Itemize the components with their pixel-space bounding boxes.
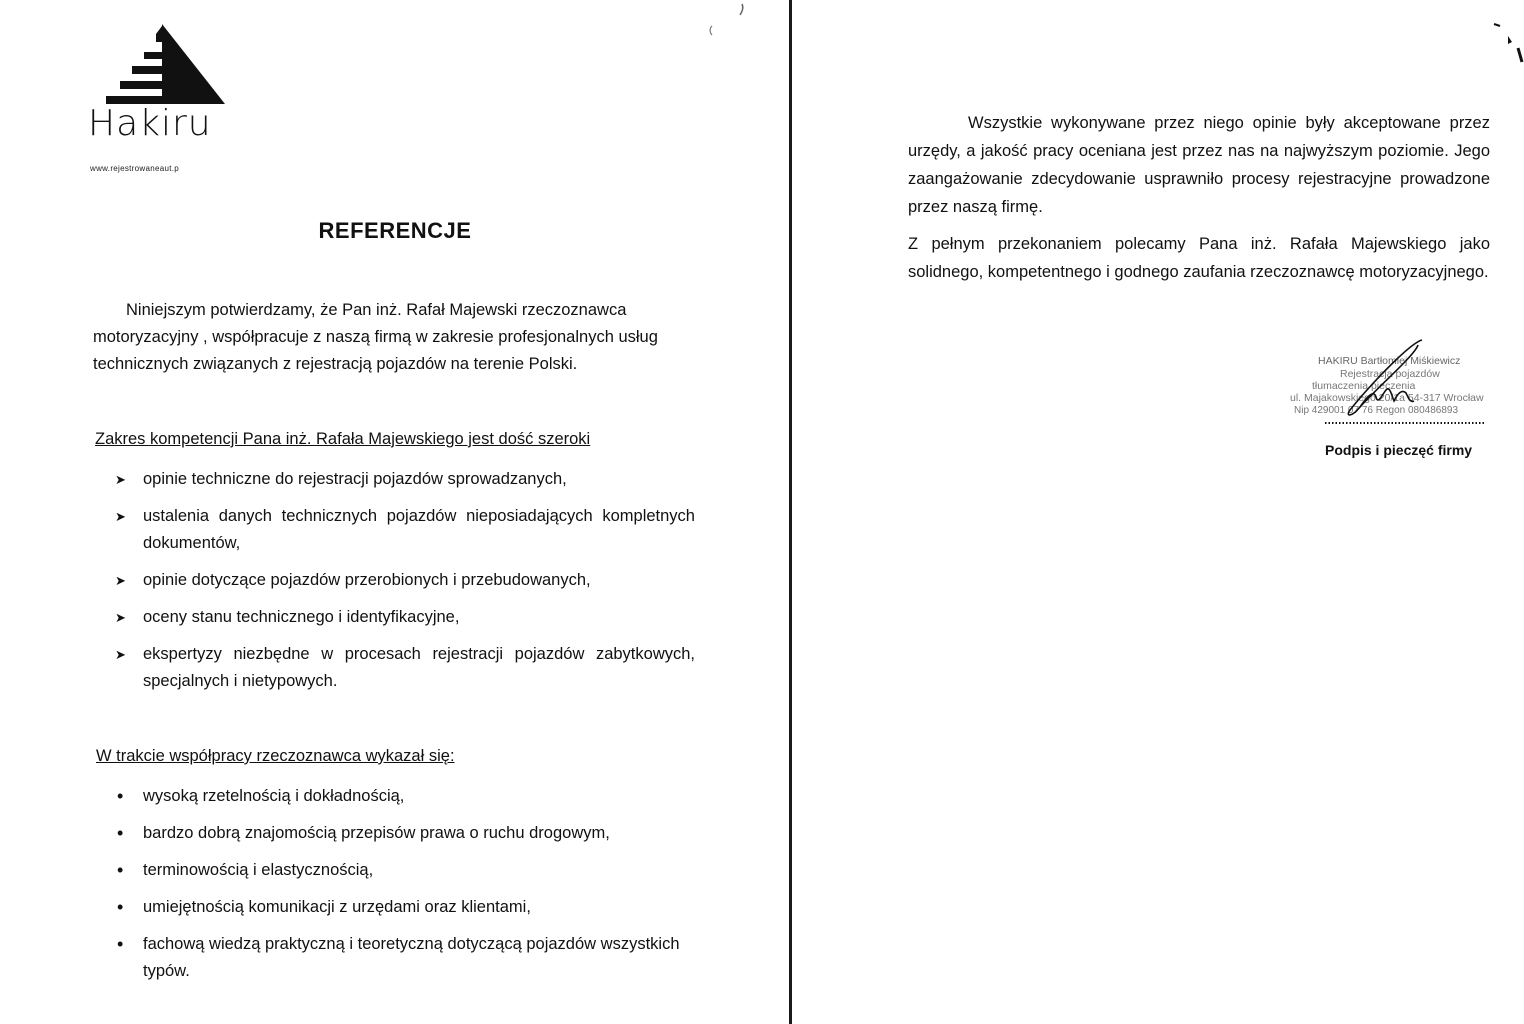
dot-bullet-icon: • [117, 860, 124, 880]
document-title: REFERENCJE [318, 218, 472, 243]
dot-bullet-icon: • [117, 823, 124, 843]
arrow-bullet-icon: ➤ [115, 509, 126, 524]
pyramid-logo-icon [100, 24, 225, 106]
arrow-bullet-icon: ➤ [115, 647, 126, 662]
competence-heading: Zakres kompetencji Pana inż. Rafała Majewskiego jest dość szeroki [95, 430, 591, 448]
competence-list [115, 466, 695, 705]
acceptance-paragraph [908, 109, 1490, 221]
list-item-text: fachową wiedzą praktyczną i teoretyczną dotyczącą pojazdów wszystkich typów. [143, 935, 680, 980]
arrow-bullet-icon: ➤ [115, 610, 126, 625]
logo-url: www.rejestrowaneaut.p [90, 164, 180, 173]
list-item-text: terminowością i elastycznością, [143, 861, 374, 879]
intro-paragraph [93, 297, 693, 378]
signature-caption: Podpis i pieczęć firmy [1325, 442, 1473, 458]
logo-wordmark: Hakiru [88, 103, 212, 144]
list-item-text: wysoką rzetelnością i dokładnością, [143, 787, 405, 805]
arrow-bullet-icon: ➤ [115, 472, 126, 487]
qualities-list [115, 783, 705, 995]
stamp-line: HAKIRU Bartłomiej Miśkiewicz [1318, 355, 1461, 367]
arrow-bullet-icon: ➤ [115, 573, 126, 588]
list-item [115, 894, 705, 921]
qualities-heading: W trakcie współpracy rzeczoznawca wykazał się: [96, 747, 455, 765]
list-item [115, 641, 695, 695]
acceptance-text: Wszystkie wykonywane przez niego opinie były akceptowane przez urzędy, a jakość pracy oceniana jest przez nas na najwyższym poziomie. Jego zaangażowanie zdecydowanie usprawniło procesy rejestracyjne prowadzone przez naszą firmę. [908, 114, 1490, 216]
list-item [115, 820, 705, 847]
scan-mark [700, 0, 760, 40]
stamp-line: ul. Majakowskiego 20/1a 54-317 Wrocław [1290, 392, 1484, 404]
stamp-line: Rejestracja pojazdów [1340, 368, 1440, 380]
list-item [115, 604, 695, 631]
company-logo [88, 24, 233, 173]
list-item [115, 857, 705, 884]
scan-mark [1490, 0, 1524, 70]
dot-bullet-icon: • [117, 897, 124, 917]
list-item [115, 567, 695, 594]
handwritten-signature [1290, 335, 1510, 435]
intro-text: Niniejszym potwierdzamy, że Pan inż. Rafał Majewski rzeczoznawca motoryzacyjny , współpracuje z naszą firmą w zakresie profesjonalnych usług technicznych związanych z rejestracją pojazdów na terenie Polski. [93, 301, 658, 373]
list-item [115, 931, 705, 985]
list-item [115, 503, 695, 557]
stamp-line: tłumaczenia pieczenia [1312, 380, 1416, 392]
list-item-text: ekspertyzy niezbędne w procesach rejestracji pojazdów zabytkowych, specjalnych i nietypowych. [143, 645, 695, 690]
list-item-text: umiejętnością komunikacji z urzędami oraz klientami, [143, 898, 531, 916]
list-item-text: opinie dotyczące pojazdów przerobionych i przebudowanych, [143, 571, 591, 589]
page-divider [789, 0, 792, 1024]
list-item [115, 466, 695, 493]
dot-bullet-icon: • [117, 786, 124, 806]
stamp-line: Nip 429001 07 76 Regon 080486893 [1294, 405, 1459, 416]
dot-bullet-icon: • [117, 934, 124, 954]
list-item-text: opinie techniczne do rejestracji pojazdów sprowadzanych, [143, 470, 567, 488]
recommendation-paragraph: Z pełnym przekonaniem polecamy Pana inż. Rafała Majewskiego jako solidnego, kompetentnego i godnego zaufania rzeczoznawcę motoryzacyjnego. [908, 235, 1490, 281]
list-item-text: oceny stanu technicznego i identyfikacyjne, [143, 608, 460, 626]
list-item [115, 783, 705, 810]
list-item-text: bardzo dobrą znajomością przepisów prawa o ruchu drogowym, [143, 824, 610, 842]
list-item-text: ustalenia danych technicznych pojazdów nieposiadających kompletnych dokumentów, [143, 507, 695, 552]
